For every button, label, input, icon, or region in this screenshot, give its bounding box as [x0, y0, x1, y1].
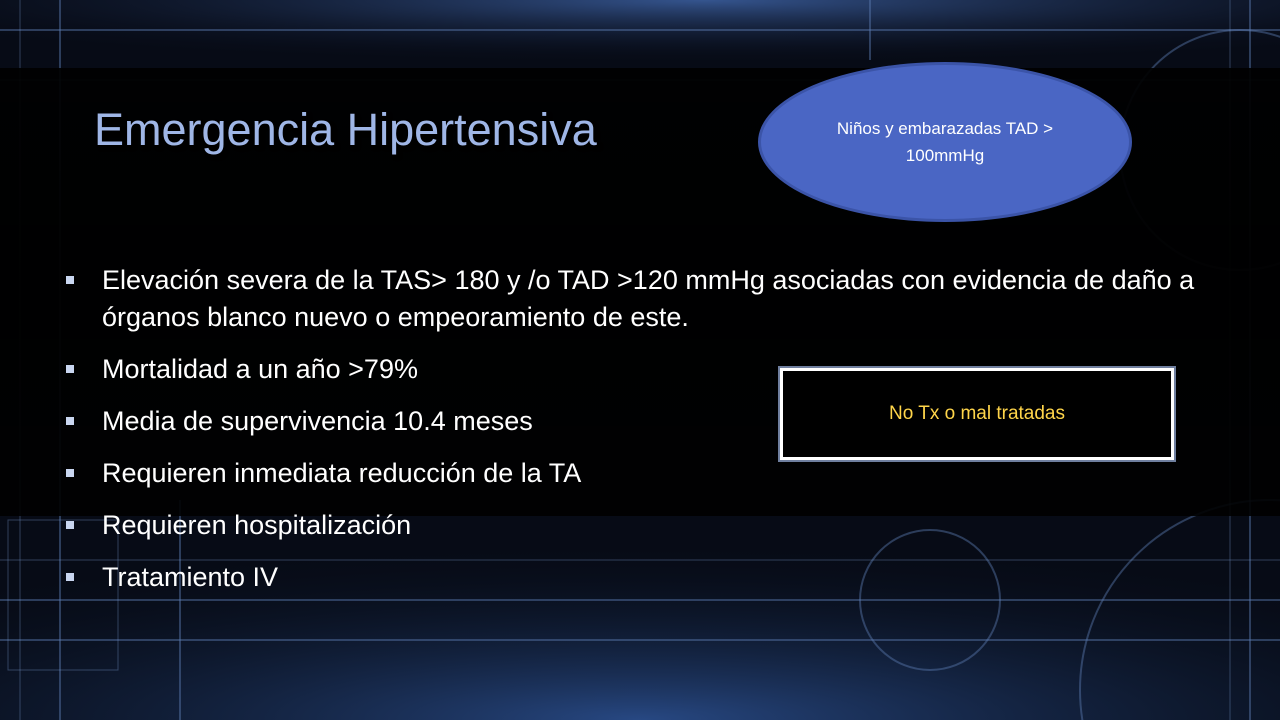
bullet-item [66, 262, 1280, 336]
square-bullet-icon [66, 365, 74, 373]
bullet-text: Requieren inmediata reducción de la TA [102, 458, 582, 488]
square-bullet-icon [66, 417, 74, 425]
square-bullet-icon [66, 521, 74, 529]
callout-box-text: No Tx o mal tratadas [888, 403, 1065, 424]
square-bullet-icon [66, 573, 74, 581]
bullet-item [66, 507, 1280, 544]
square-bullet-icon [66, 276, 74, 284]
ellipse-note-text: Niños y embarazadas TAD > 100mmHg [836, 119, 1054, 165]
callout-box [780, 368, 1174, 460]
bullet-text: Tratamiento IV [102, 562, 279, 592]
ellipse-note [758, 62, 1132, 222]
slide-title: Emergencia Hipertensiva [94, 104, 597, 155]
bullet-text: Elevación severa de la TAS> 180 y /o TAD >120 mmHg asociadas con evidencia de daño a [102, 265, 1195, 295]
bullet-text: Media de supervivencia 10.4 meses [102, 406, 533, 436]
bullet-item [66, 455, 1280, 492]
bullet-text: Requieren hospitalización [102, 510, 412, 540]
square-bullet-icon [66, 469, 74, 477]
bullet-text: Mortalidad a un año >79% [102, 354, 418, 384]
bullet-text-continued: órganos blanco nuevo o empeoramiento de este. [102, 302, 689, 332]
bullet-item [66, 559, 1280, 596]
